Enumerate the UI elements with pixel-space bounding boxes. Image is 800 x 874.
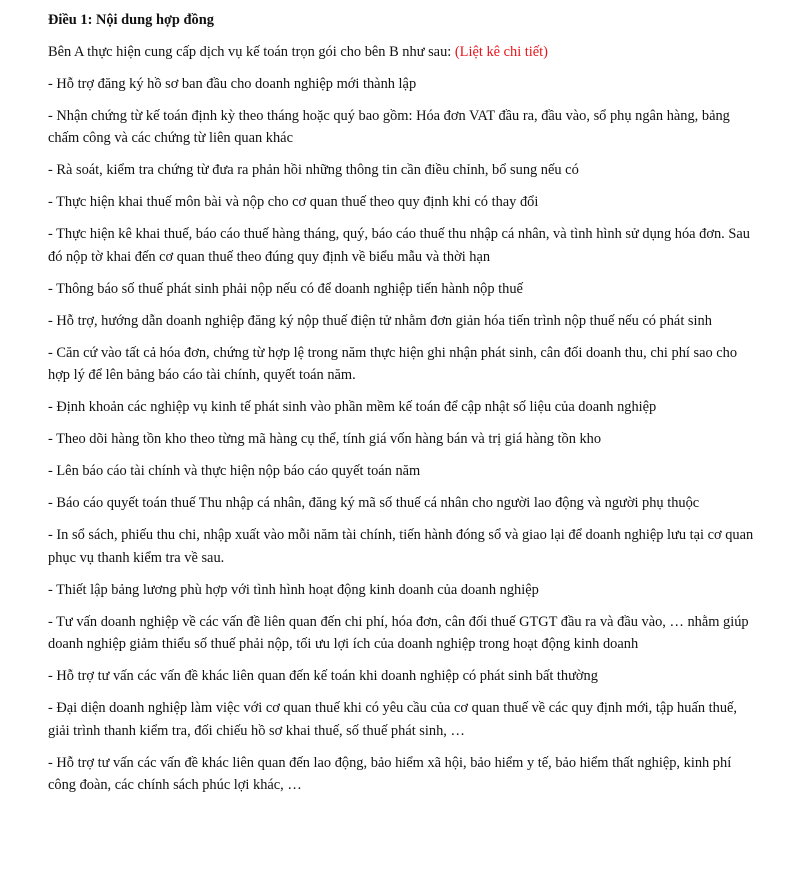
article-heading: Điều 1: Nội dung hợp đồng bbox=[48, 12, 214, 28]
list-item: - Thực hiện khai thuế môn bài và nộp cho cơ quan thuế theo quy định khi có thay đổi bbox=[48, 194, 539, 210]
list-item: - Thực hiện kê khai thuế, báo cáo thuế hàng tháng, quý, báo cáo thuế thu nhập cá nhân, và tình hình sử dụng hóa đơn. Sau đó nộp tờ khai đến cơ quan thuế theo đúng quy định về biểu mẫu và thời hạn bbox=[48, 226, 750, 265]
list-item: - Tư vấn doanh nghiệp về các vấn đề liên quan đến chi phí, hóa đơn, cân đối thuế GTGT đầu ra và đầu vào, … nhằm giúp doanh nghiệp giảm thiểu số thuế phải nộp, tối ưu lợi ích của doanh nghiệp trong hoạt động kinh doanh bbox=[48, 613, 749, 652]
list-item: - Theo dõi hàng tồn kho theo từng mã hàng cụ thể, tính giá vốn hàng bán và trị giá hàng tồn kho bbox=[48, 431, 602, 447]
list-item: - Đại diện doanh nghiệp làm việc với cơ quan thuế khi có yêu cầu của cơ quan thuế về các quy định mới, tập huấn thuế, giải trình thanh kiểm tra, đối chiếu hồ sơ khai thuế, số thuế phát sinh, … bbox=[48, 700, 737, 739]
list-item: - Hỗ trợ tư vấn các vấn đề khác liên quan đến kế toán khi doanh nghiệp có phát sinh bất thường bbox=[48, 668, 598, 684]
list-item: - Báo cáo quyết toán thuế Thu nhập cá nhân, đăng ký mã số thuế cá nhân cho người lao động và người phụ thuộc bbox=[48, 495, 700, 511]
detail-note: (Liệt kê chi tiết) bbox=[454, 43, 548, 60]
list-item: - Căn cứ vào tất cả hóa đơn, chứng từ hợp lệ trong năm thực hiện ghi nhận phát sinh, cân đối doanh thu, chi phí sao cho hợp lý để lên bảng báo cáo tài chính, quyết toán năm. bbox=[48, 344, 738, 383]
list-item: - In sổ sách, phiếu thu chi, nhập xuất vào mỗi năm tài chính, tiến hành đóng sổ và giao lại để doanh nghiệp lưu tại cơ quan phục vụ thanh kiểm tra về sau. bbox=[48, 527, 754, 566]
list-item: - Hỗ trợ, hướng dẫn doanh nghiệp đăng ký nộp thuế điện tử nhằm đơn giản hóa tiến trình nộp thuế nếu có phát sinh bbox=[48, 312, 712, 329]
list-item: - Định khoản các nghiệp vụ kinh tế phát sinh vào phần mềm kế toán để cập nhật số liệu của doanh nghiệp bbox=[48, 399, 657, 415]
list-item: - Rà soát, kiểm tra chứng từ đưa ra phản hồi những thông tin cần điều chỉnh, bổ sung nếu có bbox=[48, 162, 579, 178]
list-item: - Hỗ trợ tư vấn các vấn đề khác liên quan đến lao động, bảo hiểm xã hội, bảo hiểm y tế, bảo hiểm thất nghiệp, kinh phí công đoàn, các chính sách phúc lợi khác, … bbox=[48, 754, 732, 793]
intro-paragraph bbox=[48, 41, 760, 64]
list-item: - Lên báo cáo tài chính và thực hiện nộp báo cáo quyết toán năm bbox=[48, 463, 421, 479]
list-item: - Thông báo số thuế phát sinh phải nộp nếu có để doanh nghiệp tiến hành nộp thuế bbox=[48, 280, 523, 297]
list-item: - Thiết lập bảng lương phù hợp với tình hình hoạt động kinh doanh của doanh nghiệp bbox=[48, 581, 539, 598]
list-item: - Nhận chứng từ kế toán định kỳ theo tháng hoặc quý bao gồm: Hóa đơn VAT đầu ra, đầu vào, sổ phụ ngân hàng, bảng chấm công và các chứng từ liên quan khác bbox=[48, 107, 730, 146]
list-item: - Hỗ trợ đăng ký hồ sơ ban đầu cho doanh nghiệp mới thành lập bbox=[48, 75, 417, 92]
intro-text: Bên A thực hiện cung cấp dịch vụ kế toán trọn gói cho bên B như sau: bbox=[48, 43, 455, 60]
